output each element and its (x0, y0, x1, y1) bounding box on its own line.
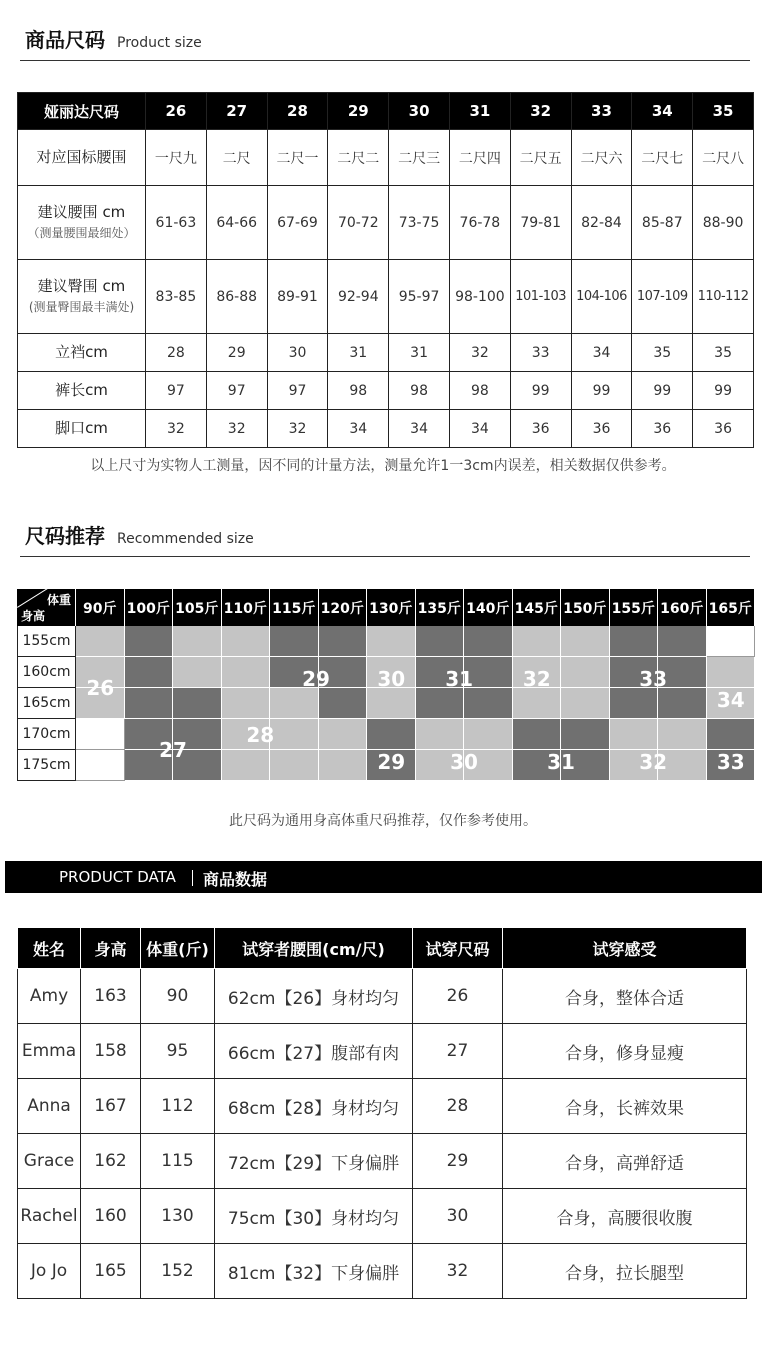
size-value-cell: 99 (571, 372, 632, 410)
corner-height-label: 身高 (21, 609, 46, 623)
weight-header: 135斤 (416, 589, 465, 626)
size-value-cell: 97 (206, 372, 267, 410)
size-value-cell: 34 (449, 410, 510, 448)
fit-cell: 62cm【26】身材均匀 (215, 969, 413, 1024)
corner-header (17, 589, 76, 626)
fit-cell: 66cm【27】腹部有肉 (215, 1024, 413, 1079)
size-table-row (18, 260, 754, 334)
size-header-cell: 34 (632, 93, 693, 130)
recommended-size-label: 30 (450, 750, 478, 775)
size-value-cell: 76-78 (449, 186, 510, 260)
grid-cell (707, 719, 756, 750)
fit-cell: 165 (81, 1244, 141, 1299)
size-header-cell: 33 (571, 93, 632, 130)
fit-header-cell: 试穿感受 (503, 928, 747, 969)
fit-cell: 112 (141, 1079, 215, 1134)
size-value-cell: 34 (389, 410, 450, 448)
product-size-heading (25, 24, 202, 53)
size-value-cell: 二尺 (206, 130, 267, 186)
grid-cell (222, 750, 271, 781)
grid-cell (125, 657, 174, 688)
grid-cell (367, 719, 416, 750)
recommended-title-en: Recommended size (117, 531, 254, 547)
size-value-cell: 34 (571, 334, 632, 372)
row-label-main: 立裆cm (55, 343, 108, 361)
size-value-cell: 二尺二 (328, 130, 389, 186)
recommended-size-label: 33 (639, 666, 668, 691)
weight-header: 160斤 (658, 589, 707, 626)
size-value-cell: 二尺八 (693, 130, 754, 186)
fit-cell: 30 (413, 1189, 503, 1244)
weight-header: 110斤 (222, 589, 271, 626)
size-header-cell: 31 (449, 93, 510, 130)
fit-table (17, 927, 747, 1299)
size-table-row (18, 130, 754, 186)
grid-cell (513, 688, 562, 719)
fit-cell: 130 (141, 1189, 215, 1244)
grid-cell (76, 626, 125, 657)
size-value-cell: 88-90 (693, 186, 754, 260)
recommended-size-label: 29 (302, 666, 330, 691)
height-label: 155cm (17, 626, 76, 657)
fit-header-cell: 试穿尺码 (413, 928, 503, 969)
size-value-cell: 89-91 (267, 260, 328, 334)
fit-table-row (18, 1024, 747, 1079)
fit-cell: 75cm【30】身材均匀 (215, 1189, 413, 1244)
grid-cell (416, 626, 465, 657)
fit-header-cell: 试穿者腰围(cm/尺) (215, 928, 413, 969)
fit-cell: Amy (18, 969, 81, 1024)
size-value-cell: 79-81 (510, 186, 571, 260)
grid-cell (610, 719, 659, 750)
fit-cell: 162 (81, 1134, 141, 1189)
grid-cell (561, 688, 610, 719)
size-value-cell: 104-106 (571, 260, 632, 334)
product-data-title-en: PRODUCT DATA (59, 868, 176, 886)
fit-cell: Grace (18, 1134, 81, 1189)
size-value-cell: 二尺三 (389, 130, 450, 186)
weight-header: 100斤 (125, 589, 174, 626)
weight-header: 90斤 (76, 589, 125, 626)
fit-cell: 合身，整体合适 (503, 969, 747, 1024)
grid-cell (222, 688, 271, 719)
recommended-size-label: 27 (159, 738, 187, 762)
fit-cell: 28 (413, 1079, 503, 1134)
fit-cell: Jo Jo (18, 1244, 81, 1299)
weight-header: 105斤 (173, 589, 222, 626)
size-header-cell: 29 (328, 93, 389, 130)
size-value-cell: 29 (206, 334, 267, 372)
row-label-note: (测量臀围最丰满处) (28, 299, 135, 314)
weight-header: 115斤 (270, 589, 319, 626)
fit-cell: Anna (18, 1079, 81, 1134)
grid-cell (464, 719, 513, 750)
row-label-main: 对应国标腰围 (36, 148, 127, 166)
recommended-size-label: 33 (716, 750, 745, 775)
grid-cell (270, 688, 319, 719)
row-label (18, 186, 146, 260)
grid-cell (610, 688, 659, 719)
fit-cell: 29 (413, 1134, 503, 1189)
size-header-cell: 32 (510, 93, 571, 130)
row-label (18, 372, 146, 410)
size-header-cell: 28 (267, 93, 328, 130)
grid-cell (416, 719, 465, 750)
grid-cell (464, 688, 513, 719)
fit-table-row (18, 1244, 747, 1299)
size-value-cell: 92-94 (328, 260, 389, 334)
recommended-size-label: 32 (522, 666, 551, 691)
weight-header: 120斤 (319, 589, 368, 626)
grid-cell (319, 688, 368, 719)
height-label: 175cm (17, 750, 76, 781)
grid-cell (513, 626, 562, 657)
size-header-cell: 35 (693, 93, 754, 130)
row-label (18, 130, 146, 186)
grid-cell (707, 657, 756, 688)
recommended-size-label: 29 (377, 750, 406, 775)
size-note: 以上尺寸为实物人工测量，因不同的计量方法，测量允许1一3cm内误差，相关数据仅供参考。 (90, 458, 676, 474)
grid-cell (561, 626, 610, 657)
size-value-cell: 61-63 (146, 186, 207, 260)
fit-cell: 72cm【29】下身偏胖 (215, 1134, 413, 1189)
size-value-cell: 二尺一 (267, 130, 328, 186)
size-value-cell: 32 (146, 410, 207, 448)
fit-table-header-row (18, 928, 747, 969)
grid-cell (416, 688, 465, 719)
fit-table-row (18, 1134, 747, 1189)
size-value-cell: 98 (389, 372, 450, 410)
grid-cell (319, 626, 368, 657)
fit-cell: 合身，高腰很收腹 (503, 1189, 747, 1244)
size-value-cell: 28 (146, 334, 207, 372)
grid-cell (270, 626, 319, 657)
size-value-cell: 34 (328, 410, 389, 448)
grid-cell (270, 719, 319, 750)
size-value-cell: 64-66 (206, 186, 267, 260)
height-label: 170cm (17, 719, 76, 750)
size-value-cell: 32 (206, 410, 267, 448)
size-value-cell: 98 (328, 372, 389, 410)
size-value-cell: 82-84 (571, 186, 632, 260)
size-value-cell: 99 (510, 372, 571, 410)
grid-cell (76, 750, 125, 781)
fit-cell: 32 (413, 1244, 503, 1299)
grid-cell (173, 657, 222, 688)
size-value-cell: 一尺九 (146, 130, 207, 186)
divider (20, 60, 750, 61)
size-table-row (18, 334, 754, 372)
recommended-size-label: 31 (547, 750, 575, 775)
fit-cell: 160 (81, 1189, 141, 1244)
row-label-note: （测量腰围最细处） (27, 225, 136, 240)
grid-cell (658, 688, 707, 719)
grid-cell (319, 719, 368, 750)
row-label-main: 脚口cm (55, 419, 108, 437)
recommended-size-label: 34 (716, 688, 745, 713)
size-value-cell: 31 (328, 334, 389, 372)
recommended-size-heading (25, 520, 254, 549)
row-label-main: 裤长cm (55, 381, 108, 399)
grid-cell (173, 626, 222, 657)
size-table-header-row (18, 93, 754, 130)
size-value-cell: 36 (510, 410, 571, 448)
row-label (18, 260, 146, 334)
grid-cell (658, 626, 707, 657)
height-label: 165cm (17, 688, 76, 719)
product-data-title-cn: 商品数据 (203, 870, 268, 889)
size-table-row (18, 372, 754, 410)
fit-cell: 合身，长裤效果 (503, 1079, 747, 1134)
fit-cell: 167 (81, 1079, 141, 1134)
fit-table-row (18, 1079, 747, 1134)
fit-cell: 合身，高弹舒适 (503, 1134, 747, 1189)
size-value-cell: 36 (693, 410, 754, 448)
fit-cell: 68cm【28】身材均匀 (215, 1079, 413, 1134)
size-value-cell: 98-100 (449, 260, 510, 334)
fit-table-row (18, 969, 747, 1024)
weight-header: 130斤 (367, 589, 416, 626)
size-value-cell: 85-87 (632, 186, 693, 260)
size-recommendation-grid (17, 589, 755, 779)
size-value-cell: 70-72 (328, 186, 389, 260)
size-value-cell: 97 (267, 372, 328, 410)
size-value-cell: 99 (693, 372, 754, 410)
product-size-title-en: Product size (117, 35, 202, 51)
weight-header: 140斤 (464, 589, 513, 626)
grid-cell (319, 750, 368, 781)
weight-header: 145斤 (513, 589, 562, 626)
fit-cell: 90 (141, 969, 215, 1024)
grid-cell (125, 626, 174, 657)
fit-cell: 115 (141, 1134, 215, 1189)
separator (192, 870, 193, 886)
fit-cell: 95 (141, 1024, 215, 1079)
size-value-cell: 98 (449, 372, 510, 410)
grid-cell (658, 719, 707, 750)
size-header-cell: 27 (206, 93, 267, 130)
fit-cell: 27 (413, 1024, 503, 1079)
size-value-cell: 二尺五 (510, 130, 571, 186)
recommended-size-label: 32 (639, 750, 668, 775)
fit-header-cell: 身高 (81, 928, 141, 969)
size-value-cell: 36 (632, 410, 693, 448)
grid-cell (610, 626, 659, 657)
product-size-title-cn: 商品尺码 (25, 28, 105, 52)
row-label (18, 410, 146, 448)
size-value-cell: 33 (510, 334, 571, 372)
grid-cell (367, 626, 416, 657)
size-value-cell: 99 (632, 372, 693, 410)
fit-cell: 26 (413, 969, 503, 1024)
size-value-cell: 二尺四 (449, 130, 510, 186)
size-value-cell: 二尺七 (632, 130, 693, 186)
fit-table-row (18, 1189, 747, 1244)
fit-cell: 81cm【32】下身偏胖 (215, 1244, 413, 1299)
size-value-cell: 35 (693, 334, 754, 372)
fit-cell: 163 (81, 969, 141, 1024)
size-value-cell: 32 (267, 410, 328, 448)
grid-cell (367, 688, 416, 719)
size-value-cell: 31 (389, 334, 450, 372)
size-value-cell: 83-85 (146, 260, 207, 334)
fit-cell: 158 (81, 1024, 141, 1079)
grid-cell (464, 626, 513, 657)
recommendation-note: 此尺码为通用身高体重尺码推荐，仅作参考使用。 (229, 813, 537, 829)
grid-cell (561, 657, 610, 688)
grid-cell (707, 626, 756, 657)
recommended-size-label: 26 (86, 676, 115, 700)
size-header-cell: 30 (389, 93, 450, 130)
fit-cell: Emma (18, 1024, 81, 1079)
grid-cell (125, 688, 174, 719)
fit-cell: 合身，修身显瘦 (503, 1024, 747, 1079)
recommended-size-label: 30 (377, 666, 406, 691)
size-column-header: 娅丽达尺码 (18, 93, 146, 130)
row-label-main: 建议臀围 cm (37, 276, 126, 295)
row-label-main: 建议腰围 cm (37, 202, 126, 221)
weight-header: 155斤 (610, 589, 659, 626)
size-value-cell: 36 (571, 410, 632, 448)
height-label: 160cm (17, 657, 76, 688)
size-value-cell: 35 (632, 334, 693, 372)
grid-cell (173, 688, 222, 719)
size-value-cell: 107-109 (632, 260, 693, 334)
grid-cell (222, 657, 271, 688)
corner-weight-label: 体重 (46, 593, 71, 607)
size-value-cell: 32 (449, 334, 510, 372)
product-data-bar (5, 861, 762, 893)
size-value-cell: 30 (267, 334, 328, 372)
size-value-cell: 73-75 (389, 186, 450, 260)
size-table-row (18, 186, 754, 260)
size-value-cell: 97 (146, 372, 207, 410)
size-value-cell: 101-103 (510, 260, 571, 334)
size-value-cell: 二尺六 (571, 130, 632, 186)
size-value-cell: 86-88 (206, 260, 267, 334)
grid-cell (513, 719, 562, 750)
fit-header-cell: 姓名 (18, 928, 81, 969)
grid-cell (270, 750, 319, 781)
row-label (18, 334, 146, 372)
grid-cell (561, 719, 610, 750)
recommended-size-label: 28 (246, 722, 275, 747)
size-value-cell: 110-112 (693, 260, 754, 334)
recommended-size-label: 31 (445, 666, 474, 691)
grid-cell (76, 719, 125, 750)
size-table-row (18, 410, 754, 448)
size-value-cell: 95-97 (389, 260, 450, 334)
size-value-cell: 67-69 (267, 186, 328, 260)
weight-header: 165斤 (707, 589, 756, 626)
divider (20, 556, 750, 557)
fit-cell: 合身，拉长腿型 (503, 1244, 747, 1299)
recommended-title-cn: 尺码推荐 (25, 524, 105, 548)
grid-cell (222, 626, 271, 657)
fit-header-cell: 体重(斤) (141, 928, 215, 969)
size-header-cell: 26 (146, 93, 207, 130)
size-table (17, 92, 754, 448)
fit-cell: 152 (141, 1244, 215, 1299)
weight-header: 150斤 (561, 589, 610, 626)
fit-cell: Rachel (18, 1189, 81, 1244)
